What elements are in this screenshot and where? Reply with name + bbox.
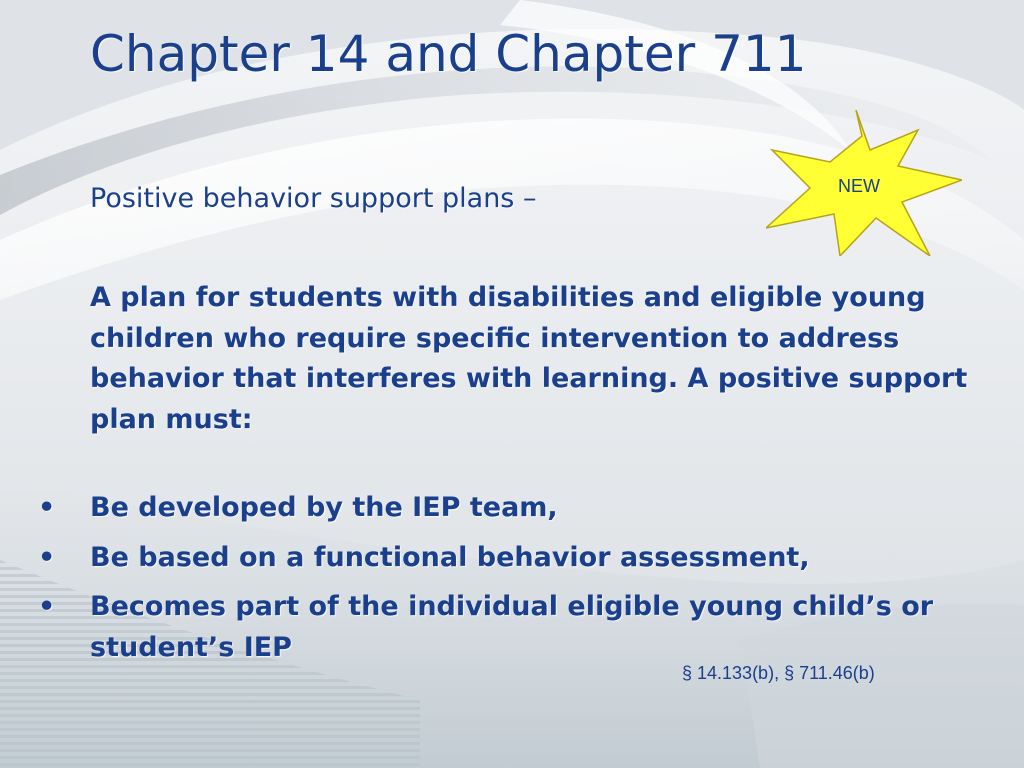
intro-paragraph: A plan for students with disabilities and eligible young children who require specific intervention to address behavior that interferes with learning. A positive support plan must: (90, 282, 968, 435)
bullet-icon: • (38, 541, 56, 573)
requirements-list (0, 488, 1000, 677)
bullet-icon: • (38, 591, 56, 622)
list-item (0, 488, 1000, 529)
list-item (0, 538, 1000, 579)
regulation-citation: § 14.133(b), § 711.46(b) (682, 663, 875, 683)
list-item (0, 587, 1000, 668)
bullet-icon: • (38, 492, 56, 523)
slide-title: Chapter 14 and Chapter 711 (90, 25, 807, 83)
list-item-text: Be developed by the IEP team, (90, 492, 558, 523)
badge-label: NEW (838, 176, 880, 196)
list-item-text: Becomes part of the individual eligible young child’s or student’s IEP (90, 591, 934, 663)
new-starburst-badge (766, 110, 962, 256)
list-item-text: Be based on a functional behavior assessment, (90, 541, 810, 573)
slide-subtitle: Positive behavior support plans – (90, 183, 537, 214)
